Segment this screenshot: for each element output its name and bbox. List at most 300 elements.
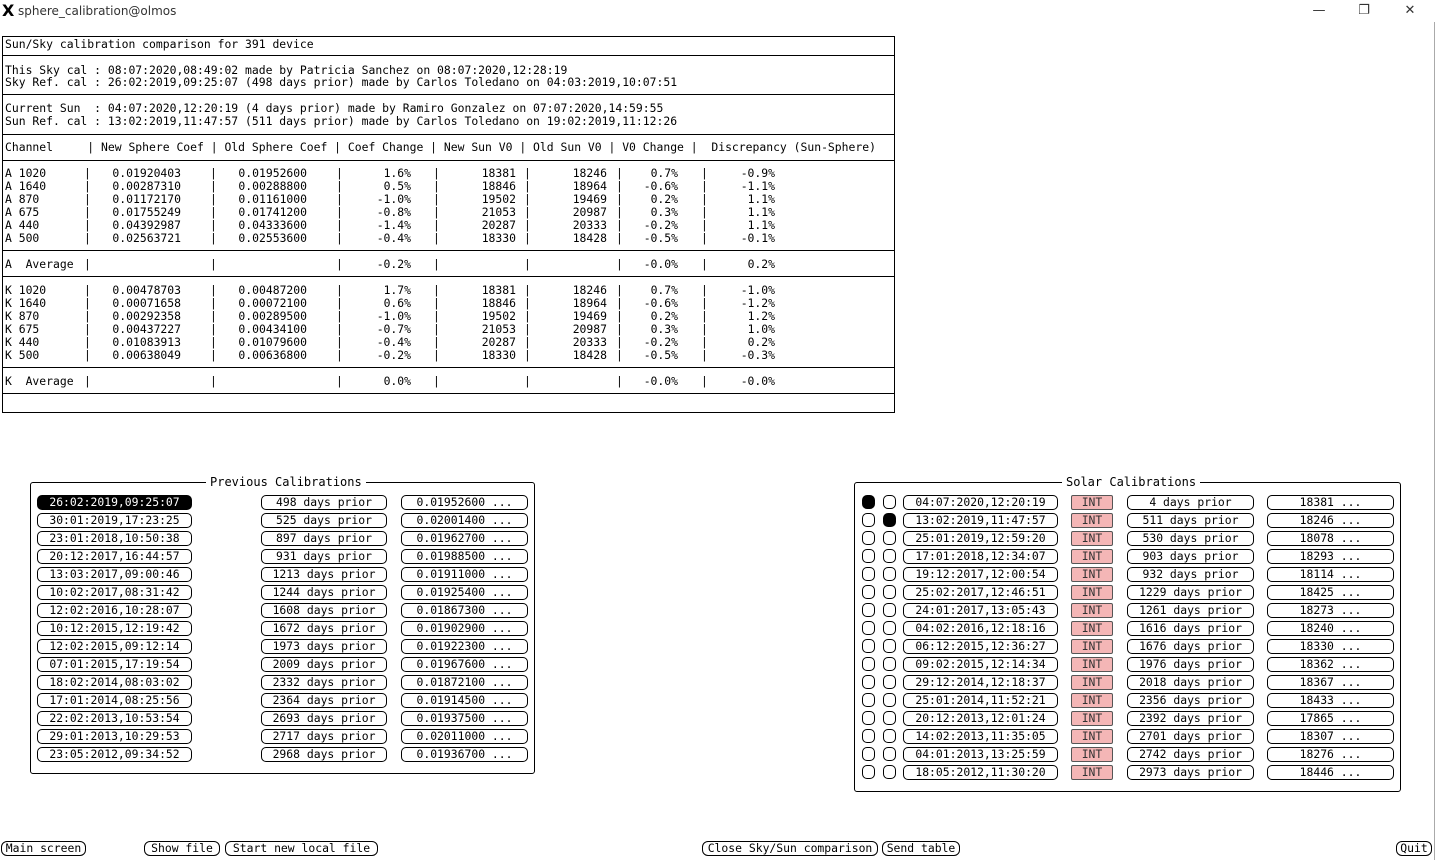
solar-calibration-date[interactable]: 25:01:2014,11:52:21 [903,693,1058,708]
column-separator: | [210,231,217,245]
column-separator: | [701,283,708,297]
solar-calibration-days[interactable]: 530 days prior [1127,531,1254,546]
table-cell: 18330 [481,231,516,245]
table-cell: 0.00072100 [238,296,307,310]
int-button[interactable]: INT [1071,513,1113,528]
table-cell-channel: A 1640 [5,179,47,193]
solar-calibration-date[interactable]: 25:02:2017,12:46:51 [903,585,1058,600]
solar-calibration-date[interactable]: 13:02:2019,11:47:57 [903,513,1058,528]
previous-calibration-coef[interactable]: 0.01937500 ... [401,711,528,726]
column-separator: | [336,335,343,349]
column-separator: | [84,322,91,336]
average-v0-change: -0.0% [643,257,678,271]
table-cell: 0.00289500 [238,309,307,323]
previous-calibration-days[interactable]: 931 days prior [261,549,387,564]
column-separator: | [433,257,440,271]
column-separator: | [336,257,343,271]
previous-calibration-coef[interactable]: 0.01914500 ... [401,693,528,708]
column-separator: | [210,205,217,219]
previous-calibration-coef[interactable]: 0.01911000 ... [401,567,528,582]
column-separator: | [84,231,91,245]
int-button[interactable]: INT [1071,693,1113,708]
solar-calibration-days[interactable]: 4 days prior [1127,495,1254,510]
table-cell: 0.01083913 [112,335,181,349]
previous-calibration-days[interactable]: 2009 days prior [261,657,387,672]
current-sun-radio[interactable] [862,729,875,743]
column-separator: | [336,166,343,180]
average-label: K Average [5,374,74,388]
previous-calibration-date[interactable]: 29:01:2013,10:29:53 [37,729,192,744]
column-separator: | [336,192,343,206]
column-separator: | [701,218,708,232]
int-button[interactable]: INT [1071,639,1113,654]
table-cell: 1.7% [383,283,411,297]
reference-sun-radio[interactable] [883,639,896,653]
solar-calibration-v0[interactable]: 18362 ... [1267,657,1394,672]
table-cell: 0.00487200 [238,283,307,297]
current-sun-radio[interactable] [862,585,875,599]
column-separator: | [616,192,623,206]
solar-calibration-days[interactable]: 2356 days prior [1127,693,1254,708]
reference-sun-radio[interactable] [883,657,896,671]
solar-calibration-v0[interactable]: 18446 ... [1267,765,1394,780]
previous-calibration-days[interactable]: 1672 days prior [261,621,387,636]
solar-calibration-date[interactable]: 04:01:2013,13:25:59 [903,747,1058,762]
previous-calibration-date[interactable]: 12:02:2015,09:12:14 [37,639,192,654]
column-separator: | [210,296,217,310]
reference-sun-radio[interactable] [883,675,896,689]
solar-calibration-v0[interactable]: 18367 ... [1267,675,1394,690]
table-cell-channel: A 675 [5,205,40,219]
previous-calibration-date[interactable]: 10:12:2015,12:19:42 [37,621,192,636]
reference-sun-radio[interactable] [883,495,896,509]
reference-sun-radio[interactable] [883,567,896,581]
column-separator: | [433,322,440,336]
previous-calibration-date[interactable]: 22:02:2013,10:53:54 [37,711,192,726]
solar-calibration-date[interactable]: 20:12:2013,12:01:24 [903,711,1058,726]
solar-calibration-date[interactable]: 18:05:2012,11:30:20 [903,765,1058,780]
reference-sun-radio[interactable] [883,603,896,617]
table-cell: -0.5% [643,231,678,245]
previous-calibration-days[interactable]: 2717 days prior [261,729,387,744]
previous-calibration-coef[interactable]: 0.01867300 ... [401,603,528,618]
column-separator: | [210,179,217,193]
divider [3,367,894,368]
table-cell: 18246 [572,166,607,180]
minimize-button[interactable]: — [1312,3,1326,18]
previous-calibration-coef[interactable]: 0.01925400 ... [401,585,528,600]
solar-calibration-date[interactable]: 17:01:2018,12:34:07 [903,549,1058,564]
previous-calibration-coef[interactable]: 0.01902900 ... [401,621,528,636]
column-separator: | [616,322,623,336]
column-separator: | [701,322,708,336]
table-cell: -0.6% [643,179,678,193]
column-separator: | [524,348,531,362]
column-separator: | [84,374,91,388]
table-cell-channel: K 1640 [5,296,47,310]
column-separator: | [84,296,91,310]
previous-calibration-date[interactable]: 18:02:2014,08:03:02 [37,675,192,690]
previous-calibration-days[interactable]: 2693 days prior [261,711,387,726]
table-cell: 0.01755249 [112,205,181,219]
column-separator: | [210,322,217,336]
current-sun-radio[interactable] [862,711,875,725]
reference-sun-radio[interactable] [883,621,896,635]
column-separator: | [701,231,708,245]
previous-calibration-coef[interactable]: 0.01872100 ... [401,675,528,690]
table-cell: 18381 [481,283,516,297]
int-button[interactable]: INT [1071,657,1113,672]
table-cell-channel: A 500 [5,231,40,245]
current-sun-radio[interactable] [862,531,875,545]
solar-calibration-date[interactable]: 19:12:2017,12:00:54 [903,567,1058,582]
previous-calibration-date[interactable]: 10:02:2017,08:31:42 [37,585,192,600]
divider [3,55,894,56]
solar-calibration-v0[interactable]: 18114 ... [1267,567,1394,582]
table-cell: 0.01952600 [238,166,307,180]
table-cell: -0.2% [643,218,678,232]
solar-calibration-v0[interactable]: 18078 ... [1267,531,1394,546]
column-separator: | [524,205,531,219]
table-cell: 0.6% [383,296,411,310]
solar-calibration-days[interactable]: 932 days prior [1127,567,1254,582]
sun-ref-line: Sun Ref. cal : 13:02:2019,11:47:57 (511 days prior) made by Carlos Toledano on 19:02:2019,11:12:26 [5,114,678,128]
column-separator: | [336,309,343,323]
previous-calibration-coef[interactable]: 0.02011000 ... [401,729,528,744]
previous-calibration-days[interactable]: 498 days prior [261,495,387,510]
column-separator: | [524,374,531,388]
column-separator: | [433,283,440,297]
reference-sun-radio[interactable] [883,585,896,599]
table-cell: -0.2% [376,348,411,362]
column-separator: | [84,205,91,219]
column-separator: | [524,166,531,180]
reference-sun-radio[interactable] [883,765,896,779]
solar-calibration-v0[interactable]: 18433 ... [1267,693,1394,708]
current-sun-radio[interactable] [862,567,875,581]
column-separator: | [701,205,708,219]
solar-calibration-v0[interactable]: 18330 ... [1267,639,1394,654]
current-sun-radio[interactable] [862,765,875,779]
column-separator: | [210,335,217,349]
table-cell: 0.00071658 [112,296,181,310]
int-button[interactable]: INT [1071,567,1113,582]
table-cell: 0.02563721 [112,231,181,245]
window-title: sphere_calibration@olmos [18,4,177,18]
solar-calibration-date[interactable]: 14:02:2013,11:35:05 [903,729,1058,744]
title-bar [0,0,1435,22]
current-sun-radio[interactable] [862,693,875,707]
previous-calibration-days[interactable]: 897 days prior [261,531,387,546]
previous-calibration-coef[interactable]: 0.02001400 ... [401,513,528,528]
solar-calibration-v0[interactable]: 18276 ... [1267,747,1394,762]
column-separator: | [84,309,91,323]
show-file-button[interactable]: Show file [144,841,220,856]
solar-calibration-date[interactable]: 09:02:2015,12:14:34 [903,657,1058,672]
reference-sun-radio[interactable] [883,711,896,725]
close-sky-sun-comparison-button[interactable]: Close Sky/Sun comparison [702,841,878,856]
solar-calibration-v0[interactable]: 18381 ... [1267,495,1394,510]
solar-calibration-days[interactable]: 2973 days prior [1127,765,1254,780]
solar-calibration-v0[interactable]: 18273 ... [1267,603,1394,618]
previous-calibration-date[interactable]: 07:01:2015,17:19:54 [37,657,192,672]
column-separator: | [84,192,91,206]
average-coef-change: -0.2% [376,257,411,271]
table-cell: 20333 [572,218,607,232]
table-cell-channel: A 440 [5,218,40,232]
table-cell: 0.00638049 [112,348,181,362]
solar-calibration-v0[interactable]: 18307 ... [1267,729,1394,744]
previous-calibration-date[interactable]: 23:05:2012,09:34:52 [37,747,192,762]
reference-sun-radio[interactable] [883,729,896,743]
column-separator: | [433,179,440,193]
column-separator: | [616,205,623,219]
table-cell: 18381 [481,166,516,180]
column-separator: | [701,374,708,388]
solar-calibration-days[interactable]: 1976 days prior [1127,657,1254,672]
send-table-button[interactable]: Send table [882,841,960,856]
previous-calibration-days[interactable]: 2364 days prior [261,693,387,708]
table-cell-channel: K 500 [5,348,40,362]
table-cell: -0.8% [376,205,411,219]
table-cell-channel: K 440 [5,335,40,349]
table-cell: 18428 [572,348,607,362]
column-separator: | [84,257,91,271]
previous-calibration-coef[interactable]: 0.01967600 ... [401,657,528,672]
main-screen-button[interactable]: Main screen [1,841,86,856]
previous-calibration-date[interactable]: 17:01:2014,08:25:56 [37,693,192,708]
current-sun-radio[interactable] [862,747,875,761]
column-separator: | [616,283,623,297]
solar-calibration-v0[interactable]: 18293 ... [1267,549,1394,564]
solar-calibration-days[interactable]: 2392 days prior [1127,711,1254,726]
sky-ref-line: Sky Ref. cal : 26:02:2019,09:25:07 (498 days prior) made by Carlos Toledano on 04:03:2019,10:07:51 [5,75,678,89]
table-cell: 1.1% [747,192,775,206]
column-separator: | [524,218,531,232]
table-cell: 0.00292358 [112,309,181,323]
solar-calibration-days[interactable]: 903 days prior [1127,549,1254,564]
column-separator: | [616,309,623,323]
previous-calibration-date[interactable]: 26:02:2019,09:25:07 [37,495,192,510]
column-separator: | [336,374,343,388]
previous-calibration-coef[interactable]: 0.01952600 ... [401,495,528,510]
column-separator: | [524,192,531,206]
table-cell: 0.2% [747,335,775,349]
current-sun-radio[interactable] [862,639,875,653]
column-separator: | [336,231,343,245]
int-button[interactable]: INT [1071,675,1113,690]
current-sun-radio[interactable] [862,513,875,527]
close-button[interactable]: ✕ [1404,3,1416,18]
previous-calibration-coef[interactable]: 0.01962700 ... [401,531,528,546]
previous-calibration-date[interactable]: 13:03:2017,09:00:46 [37,567,192,582]
table-cell: 0.3% [650,322,678,336]
previous-calibration-date[interactable]: 23:01:2018,10:50:38 [37,531,192,546]
solar-calibration-date[interactable]: 04:02:2016,12:18:16 [903,621,1058,636]
start-new-local-file-button[interactable]: Start new local file [225,841,378,856]
solar-calibration-days[interactable]: 1616 days prior [1127,621,1254,636]
solar-calibration-date[interactable]: 24:01:2017,13:05:43 [903,603,1058,618]
column-separator: | [701,348,708,362]
solar-calibration-days[interactable]: 2742 days prior [1127,747,1254,762]
current-sun-radio[interactable] [862,621,875,635]
table-cell: 0.00287310 [112,179,181,193]
table-cell: 1.2% [747,309,775,323]
table-cell: 20987 [572,205,607,219]
reference-sun-radio[interactable] [883,513,896,527]
int-button[interactable]: INT [1071,585,1113,600]
table-cell: -0.6% [643,296,678,310]
solar-calibration-date[interactable]: 29:12:2014,12:18:37 [903,675,1058,690]
solar-calibration-date[interactable]: 25:01:2019,12:59:20 [903,531,1058,546]
solar-calibration-days[interactable]: 1261 days prior [1127,603,1254,618]
solar-calibration-v0[interactable]: 18425 ... [1267,585,1394,600]
table-cell: 0.01741200 [238,205,307,219]
solar-calibration-days[interactable]: 1676 days prior [1127,639,1254,654]
column-separator: | [433,192,440,206]
previous-calibration-days[interactable]: 1213 days prior [261,567,387,582]
previous-calibration-coef[interactable]: 0.01922300 ... [401,639,528,654]
column-separator: | [524,257,531,271]
reference-sun-radio[interactable] [883,531,896,545]
previous-calibration-days[interactable]: 1973 days prior [261,639,387,654]
previous-calibration-date[interactable]: 20:12:2017,16:44:57 [37,549,192,564]
reference-sun-radio[interactable] [883,747,896,761]
solar-calibration-v0[interactable]: 17865 ... [1267,711,1394,726]
column-separator: | [616,296,623,310]
column-separator: | [336,205,343,219]
int-button[interactable]: INT [1071,603,1113,618]
table-cell: 1.6% [383,166,411,180]
column-separator: | [84,218,91,232]
table-cell: 0.00437227 [112,322,181,336]
table-cell: 20287 [481,335,516,349]
app-icon: X [2,1,15,20]
current-sun-radio[interactable] [862,549,875,563]
int-button[interactable]: INT [1071,747,1113,762]
current-sun-radio[interactable] [862,603,875,617]
table-cell: -1.4% [376,218,411,232]
solar-calibrations-group [854,475,1401,792]
current-sun-radio[interactable] [862,657,875,671]
column-separator: | [433,218,440,232]
solar-calibration-v0[interactable]: 18240 ... [1267,621,1394,636]
table-cell: 0.01079600 [238,335,307,349]
column-separator: | [433,348,440,362]
reference-sun-radio[interactable] [883,693,896,707]
table-cell: 0.2% [650,192,678,206]
solar-calibration-date[interactable]: 06:12:2015,12:36:27 [903,639,1058,654]
column-separator: | [336,179,343,193]
column-separator: | [524,335,531,349]
average-v0-change: -0.0% [643,374,678,388]
column-separator: | [616,231,623,245]
table-cell: -1.2% [740,296,775,310]
int-button[interactable]: INT [1071,495,1113,510]
table-cell: -0.7% [376,322,411,336]
solar-calibration-v0[interactable]: 18246 ... [1267,513,1394,528]
reference-sun-radio[interactable] [883,549,896,563]
previous-calibration-coef[interactable]: 0.01936700 ... [401,747,528,762]
table-cell: 20987 [572,322,607,336]
column-separator: | [84,348,91,362]
previous-calibration-coef[interactable]: 0.01988500 ... [401,549,528,564]
int-button[interactable]: INT [1071,621,1113,636]
table-cell: -0.4% [376,335,411,349]
table-cell: 0.00478703 [112,283,181,297]
int-button[interactable]: INT [1071,729,1113,744]
column-separator: | [616,335,623,349]
int-button[interactable]: INT [1071,549,1113,564]
column-separator: | [701,309,708,323]
table-cell: 18428 [572,231,607,245]
int-button[interactable]: INT [1071,765,1113,780]
column-separator: | [701,257,708,271]
table-cell: -0.5% [643,348,678,362]
table-cell: -0.9% [740,166,775,180]
table-cell: 1.0% [747,322,775,336]
solar-calibration-date[interactable]: 04:07:2020,12:20:19 [903,495,1058,510]
previous-calibration-days[interactable]: 1608 days prior [261,603,387,618]
column-separator: | [433,309,440,323]
table-cell: 0.00636800 [238,348,307,362]
current-sun-radio[interactable] [862,495,875,509]
table-cell: 18964 [572,179,607,193]
table-cell: 20333 [572,335,607,349]
column-separator: | [433,166,440,180]
column-separator: | [616,179,623,193]
table-cell: -0.2% [643,335,678,349]
column-separator: | [701,192,708,206]
table-cell: 0.7% [650,166,678,180]
column-separator: | [616,257,623,271]
previous-calibration-date[interactable]: 12:02:2016,10:28:07 [37,603,192,618]
previous-calibration-date[interactable]: 30:01:2019,17:23:25 [37,513,192,528]
previous-calibration-days[interactable]: 1244 days prior [261,585,387,600]
int-button[interactable]: INT [1071,531,1113,546]
previous-calibration-days[interactable]: 525 days prior [261,513,387,528]
maximize-button[interactable]: ❐ [1358,3,1370,18]
solar-calibration-days[interactable]: 1229 days prior [1127,585,1254,600]
column-separator: | [524,296,531,310]
table-cell: -1.0% [740,283,775,297]
quit-button[interactable]: Quit [1396,841,1432,856]
table-cell: -0.1% [740,231,775,245]
table-cell: 0.01920403 [112,166,181,180]
current-sun-line: Current Sun : 04:07:2020,12:20:19 (4 days prior) made by Ramiro Gonzalez on 07:07:2020,14:59:55 [5,101,664,115]
previous-calibration-days[interactable]: 2968 days prior [261,747,387,762]
table-cell: 18846 [481,296,516,310]
int-button[interactable]: INT [1071,711,1113,726]
column-separator: | [84,283,91,297]
table-cell: 0.00288800 [238,179,307,193]
previous-calibration-days[interactable]: 2332 days prior [261,675,387,690]
table-cell: 19502 [481,192,516,206]
column-separator: | [210,192,217,206]
comparison-panel [2,36,895,413]
table-cell: 18330 [481,348,516,362]
column-separator: | [210,309,217,323]
table-cell: 19469 [572,192,607,206]
divider [3,276,894,277]
column-separator: | [433,335,440,349]
column-separator: | [210,218,217,232]
current-sun-radio[interactable] [862,675,875,689]
solar-calibration-days[interactable]: 2701 days prior [1127,729,1254,744]
column-separator: | [210,348,217,362]
solar-calibration-days[interactable]: 511 days prior [1127,513,1254,528]
solar-calibration-days[interactable]: 2018 days prior [1127,675,1254,690]
